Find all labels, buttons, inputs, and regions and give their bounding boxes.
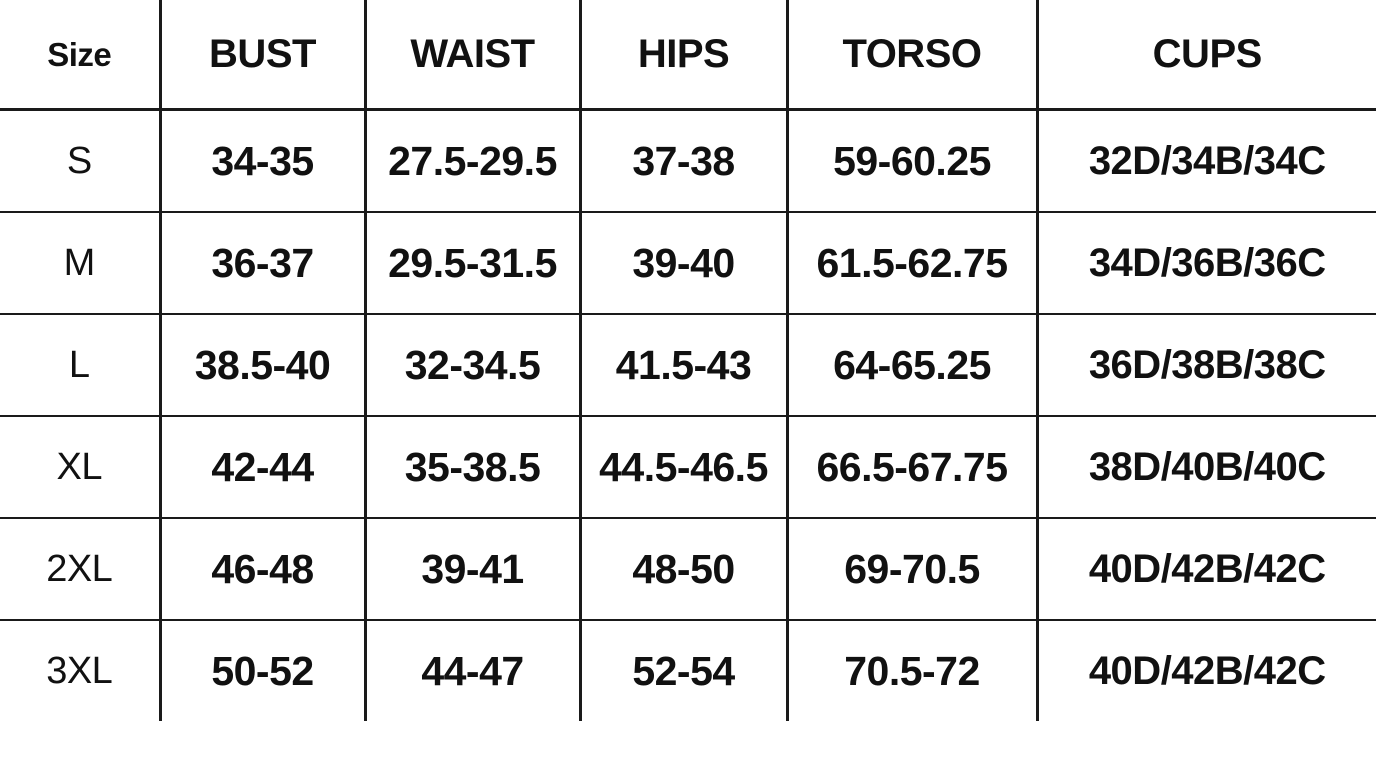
table-header-row	[0, 0, 1376, 110]
table-row	[0, 212, 1376, 314]
cell-waist: 44-47	[365, 620, 580, 721]
cell-size: 2XL	[0, 518, 160, 620]
cell-bust: 38.5-40	[160, 314, 365, 416]
cell-cups: 40D/42B/42C	[1037, 518, 1376, 620]
table-row	[0, 314, 1376, 416]
table-row	[0, 416, 1376, 518]
table-header	[0, 0, 1376, 110]
cell-hips: 41.5-43	[580, 314, 787, 416]
column-header-waist: WAIST	[365, 0, 580, 110]
cell-cups: 34D/36B/36C	[1037, 212, 1376, 314]
column-header-bust: BUST	[160, 0, 365, 110]
cell-hips: 48-50	[580, 518, 787, 620]
column-header-size: Size	[0, 0, 160, 110]
table-row	[0, 620, 1376, 721]
cell-waist: 27.5-29.5	[365, 110, 580, 213]
cell-torso: 64-65.25	[787, 314, 1037, 416]
cell-size: XL	[0, 416, 160, 518]
table-row	[0, 110, 1376, 213]
column-header-cups: CUPS	[1037, 0, 1376, 110]
cell-size: M	[0, 212, 160, 314]
cell-size: S	[0, 110, 160, 213]
cell-cups: 38D/40B/40C	[1037, 416, 1376, 518]
cell-bust: 46-48	[160, 518, 365, 620]
cell-size: L	[0, 314, 160, 416]
cell-torso: 59-60.25	[787, 110, 1037, 213]
cell-waist: 39-41	[365, 518, 580, 620]
cell-bust: 42-44	[160, 416, 365, 518]
cell-waist: 35-38.5	[365, 416, 580, 518]
cell-hips: 52-54	[580, 620, 787, 721]
table-body	[0, 110, 1376, 722]
cell-hips: 39-40	[580, 212, 787, 314]
cell-cups: 36D/38B/38C	[1037, 314, 1376, 416]
cell-bust: 36-37	[160, 212, 365, 314]
table-row	[0, 518, 1376, 620]
column-header-torso: TORSO	[787, 0, 1037, 110]
cell-torso: 70.5-72	[787, 620, 1037, 721]
cell-hips: 44.5-46.5	[580, 416, 787, 518]
cell-hips: 37-38	[580, 110, 787, 213]
cell-cups: 40D/42B/42C	[1037, 620, 1376, 721]
cell-bust: 34-35	[160, 110, 365, 213]
cell-waist: 29.5-31.5	[365, 212, 580, 314]
cell-torso: 66.5-67.75	[787, 416, 1037, 518]
cell-torso: 61.5-62.75	[787, 212, 1037, 314]
cell-bust: 50-52	[160, 620, 365, 721]
column-header-hips: HIPS	[580, 0, 787, 110]
cell-torso: 69-70.5	[787, 518, 1037, 620]
cell-cups: 32D/34B/34C	[1088, 139, 1326, 183]
cell-waist: 32-34.5	[365, 314, 580, 416]
cell-size: 3XL	[0, 620, 160, 721]
